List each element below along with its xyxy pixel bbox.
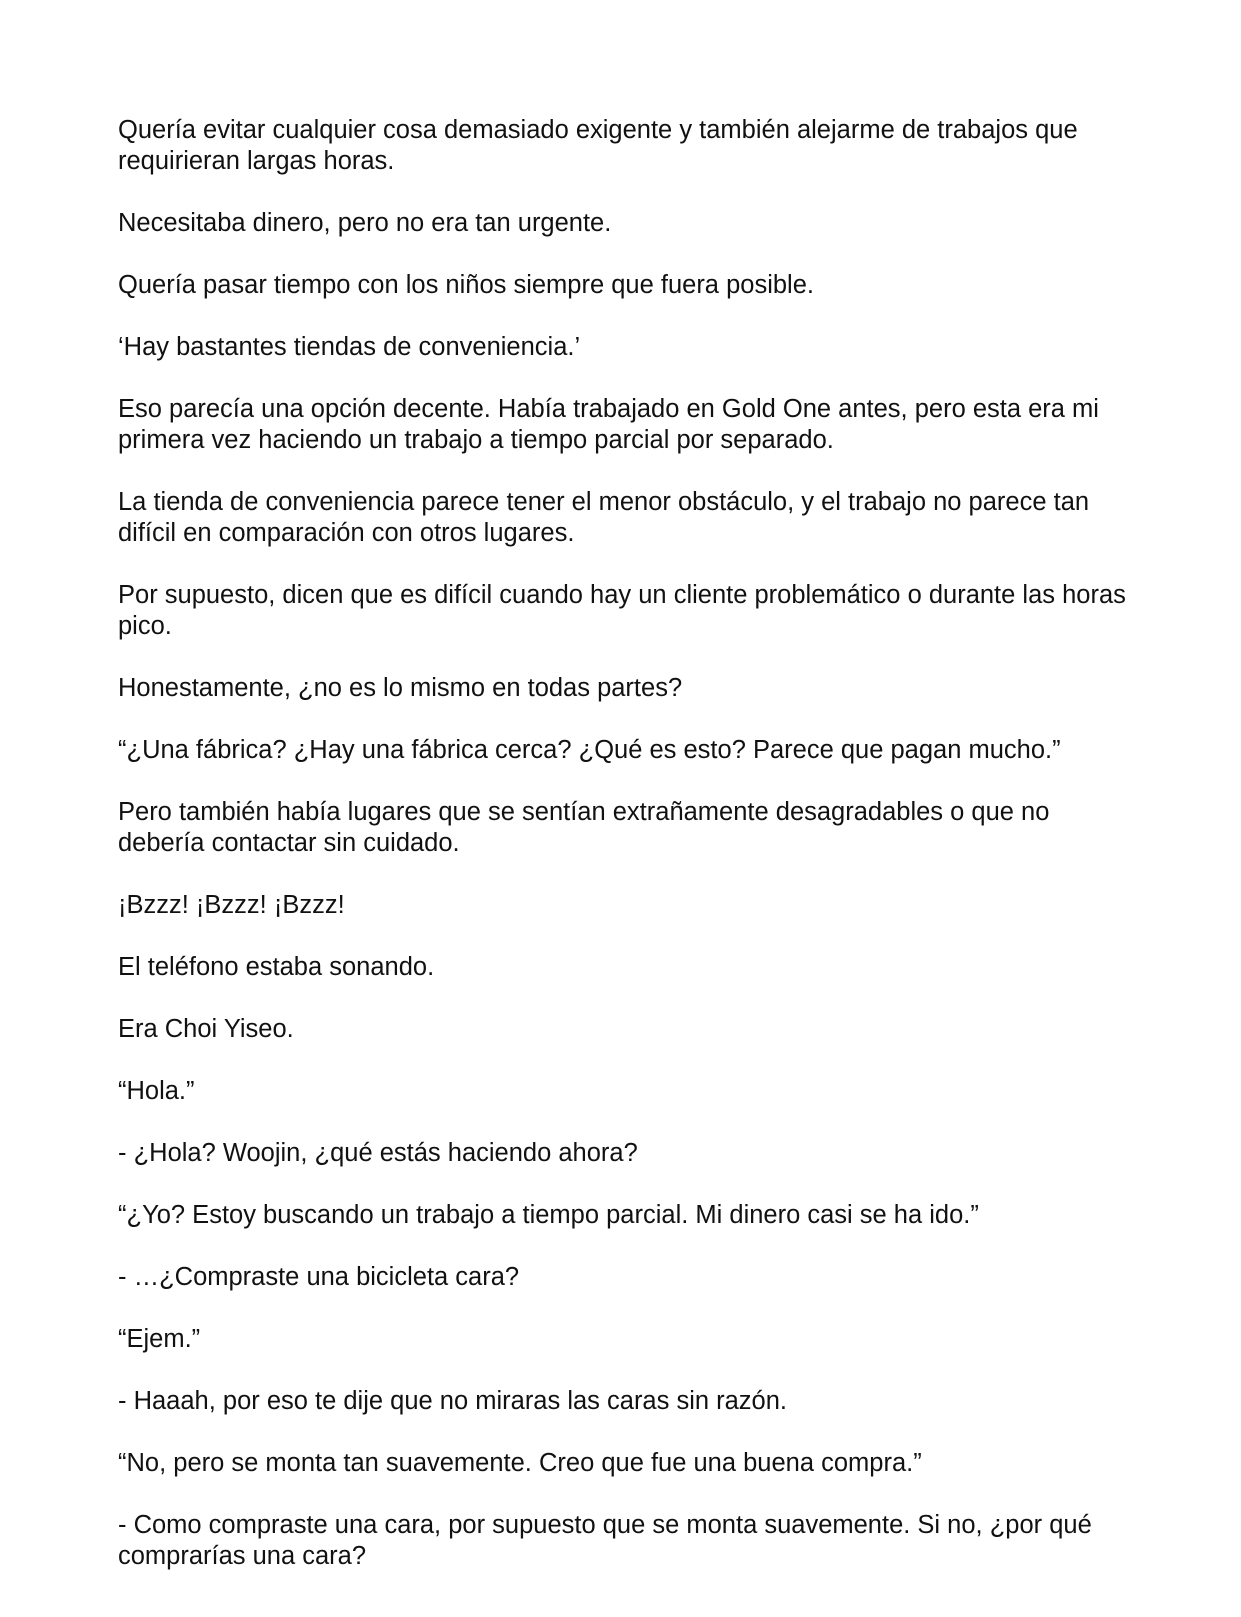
paragraph: Necesitaba dinero, pero no era tan urgente. (118, 209, 612, 237)
paragraph: - Como compraste una cara, por supuesto que se monta suavemente. Si no, ¿por qué comprarías una cara? (118, 1511, 1092, 1570)
paragraph: - …¿Compraste una bicicleta cara? (118, 1263, 520, 1291)
paragraph: “No, pero se monta tan suavemente. Creo que fue una buena compra.” (118, 1449, 922, 1477)
paragraph: “¿Una fábrica? ¿Hay una fábrica cerca? ¿Qué es esto? Parece que pagan mucho.” (118, 736, 1061, 764)
paragraph: Quería evitar cualquier cosa demasiado exigente y también alejarme de trabajos que requirieran largas horas. (118, 116, 1078, 175)
paragraph: - ¿Hola? Woojin, ¿qué estás haciendo ahora? (118, 1139, 638, 1167)
paragraph: - Haaah, por eso te dije que no miraras las caras sin razón. (118, 1387, 788, 1415)
paragraph: El teléfono estaba sonando. (118, 953, 435, 981)
paragraph: “Ejem.” (118, 1325, 201, 1353)
paragraph: Quería pasar tiempo con los niños siempre que fuera posible. (118, 271, 814, 299)
paragraph: Eso parecía una opción decente. Había trabajado en Gold One antes, pero esta era mi primera vez haciendo un trabajo a tiempo parcial por separado. (118, 395, 1099, 454)
paragraph: ¡Bzzz! ¡Bzzz! ¡Bzzz! (118, 891, 345, 919)
paragraph: “Hola.” (118, 1077, 195, 1105)
paragraph: “¿Yo? Estoy buscando un trabajo a tiempo parcial. Mi dinero casi se ha ido.” (118, 1201, 979, 1229)
paragraph: ‘Hay bastantes tiendas de conveniencia.’ (118, 333, 581, 361)
paragraph: Por supuesto, dicen que es difícil cuando hay un cliente problemático o durante las horas pico. (118, 581, 1126, 640)
paragraph: La tienda de conveniencia parece tener el menor obstáculo, y el trabajo no parece tan difícil en comparación con otros lugares. (118, 488, 1090, 547)
paragraph: Honestamente, ¿no es lo mismo en todas partes? (118, 674, 683, 702)
document-body (118, 115, 1128, 1603)
paragraph: Pero también había lugares que se sentían extrañamente desagradables o que no debería contactar sin cuidado. (118, 798, 1050, 857)
paragraph: Era Choi Yiseo. (118, 1015, 294, 1043)
